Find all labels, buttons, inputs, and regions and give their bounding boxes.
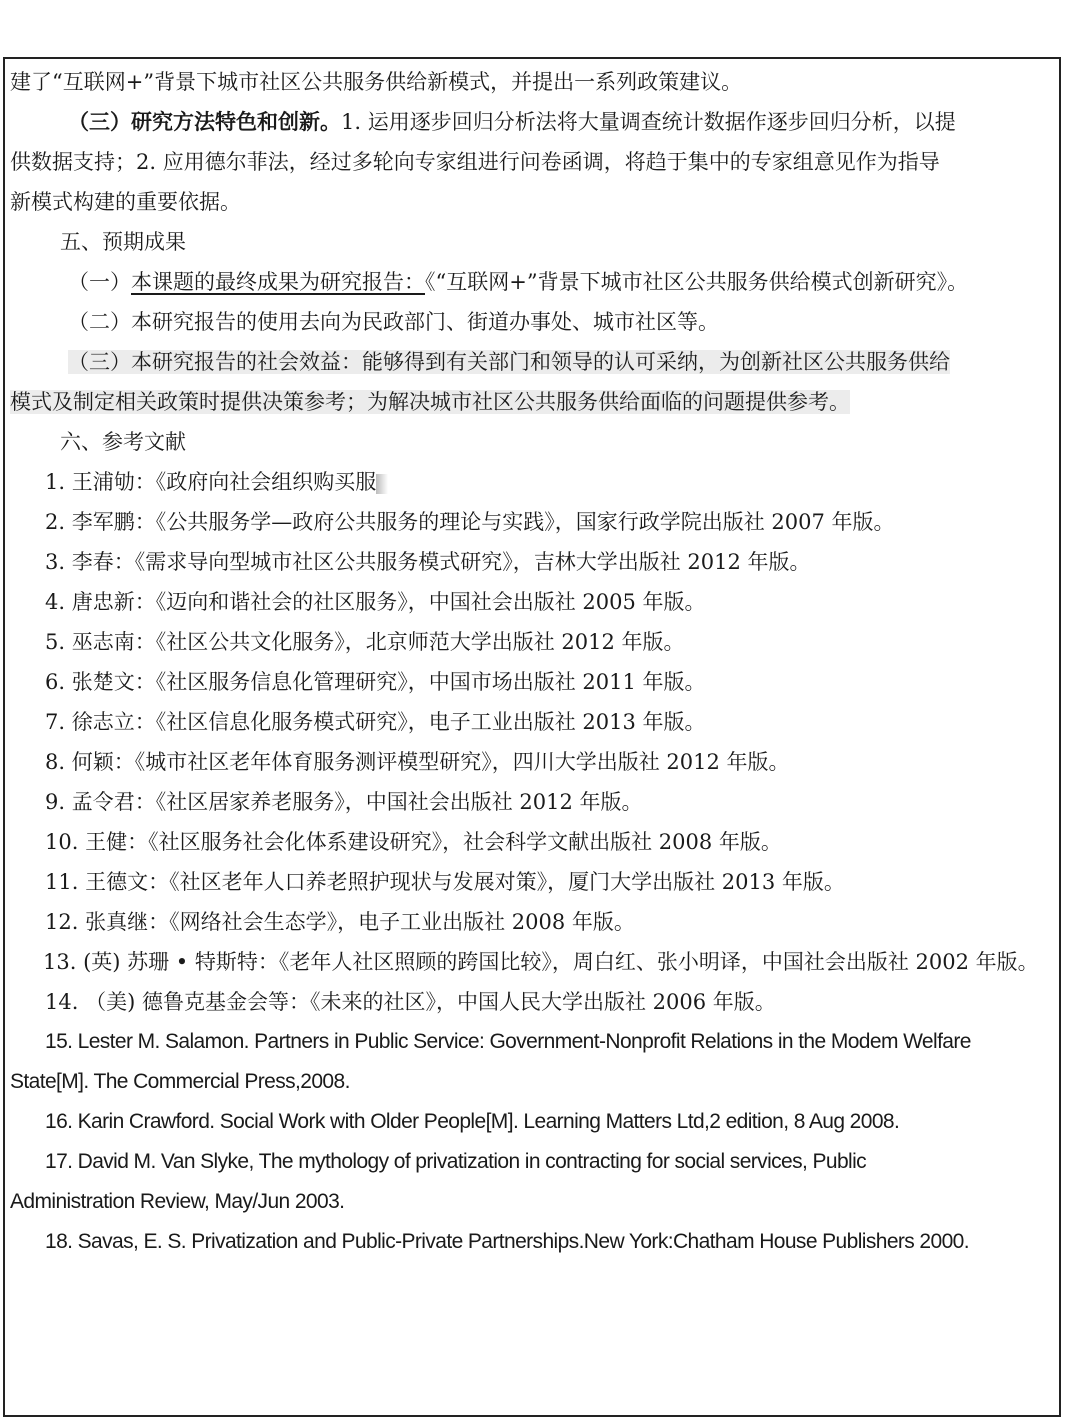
reference-item: 4. 唐忠新：《迈向和谐社会的社区服务》，中国社会出版社 2005 年版。 <box>45 590 706 614</box>
reference-item: 10. 王健：《社区服务社会化体系建设研究》，社会科学文献出版社 2008 年版。 <box>45 830 782 854</box>
reference-16: 16. Karin Crawford. Social Work with Older People[M]. Learning Matters Ltd,2 edition, 8 Aug 2008. <box>45 1110 900 1133</box>
reference-15-line2: State[M]. The Commercial Press,2008. <box>10 1070 350 1093</box>
outcome-item-3-line2 <box>10 382 1055 422</box>
reference-item <box>10 462 1055 502</box>
method-title: （三）研究方法特色和创新。 <box>68 109 341 134</box>
scan-fade-mark <box>376 474 388 494</box>
outcome-item-1 <box>10 262 1055 302</box>
outcome-item-2: （二）本研究报告的使用去向为民政部门、街道办事处、城市社区等。 <box>68 310 719 334</box>
method-paragraph-line3: 新模式构建的重要依据。 <box>10 190 241 214</box>
reference-18: 18. Savas, E. S. Privatization and Public-Private Partnerships.New York:Chatham House Publishers 2000. <box>45 1230 969 1253</box>
reference-item: 14. （美) 德鲁克基金会等：《未来的社区》，中国人民大学出版社 2006 年版。 <box>45 990 776 1014</box>
section6-heading: 六、参考文献 <box>60 430 186 454</box>
outcome-item-3-text1: （三）本研究报告的社会效益：能够得到有关部门和领导的认可采纳，为创新社区公共服务供给 <box>68 350 950 374</box>
paragraph-continuation: 建了“互联网+”背景下城市社区公共服务供给新模式，并提出一系列政策建议。 <box>10 70 743 94</box>
outcome-item-1-prefix: （一） <box>68 270 131 294</box>
reference-17-line1: 17. David M. Van Slyke, The mythology of privatization in contracting for social services, Public <box>45 1150 867 1173</box>
reference-item: 9. 孟令君：《社区居家养老服务》，中国社会出版社 2012 年版。 <box>45 790 643 814</box>
reference-item: 11. 王德文：《社区老年人口养老照护现状与发展对策》，厦门大学出版社 2013 年版。 <box>45 870 845 894</box>
reference-item: 2. 李军鹏：《公共服务学—政府公共服务的理论与实践》，国家行政学院出版社 2007 年版。 <box>45 510 895 534</box>
reference-item: 5. 巫志南：《社区公共文化服务》，北京师范大学出版社 2012 年版。 <box>45 630 685 654</box>
document-body <box>10 62 1055 1262</box>
method-paragraph-line2: 供数据支持；2. 应用德尔菲法，经过多轮向专家组进行问卷函调，将趋于集中的专家组意见作为指导 <box>10 150 940 174</box>
reference-15-line1: 15. Lester M. Salamon. Partners in Public Service: Government-Nonprofit Relations in the Modem Welfare <box>45 1030 971 1053</box>
reference-item: 6. 张楚文：《社区服务信息化管理研究》，中国市场出版社 2011 年版。 <box>45 670 706 694</box>
reference-17-line2: Administration Review, May/Jun 2003. <box>10 1190 345 1213</box>
method-paragraph-line1 <box>10 102 1055 142</box>
reference-item: 3. 李春：《需求导向型城市社区公共服务模式研究》，吉林大学出版社 2012 年版。 <box>45 550 811 574</box>
outcome-item-3-line1 <box>10 342 1055 382</box>
outcome-item-3-text2: 模式及制定相关政策时提供决策参考；为解决城市社区公共服务供给面临的问题提供参考。 <box>10 390 850 414</box>
section5-heading: 五、预期成果 <box>60 230 186 254</box>
reference-item: 12. 张真继：《网络社会生态学》，电子工业出版社 2008 年版。 <box>45 910 635 934</box>
reference-1-text: 1. 王浦劬：《政府向社会组织购买服 <box>45 470 377 494</box>
method-text-1: 1. 运用逐步回归分析法将大量调查统计数据作逐步回归分析，以提 <box>341 110 956 134</box>
reference-item: 13. (英) 苏珊 • 特斯特：《老年人社区照顾的跨国比较》，周白红、张小明译，中国社会出版社 2002 年版。 <box>43 950 1039 974</box>
outcome-item-1-underlined: 本课题的最终成果为研究报告： <box>131 270 425 294</box>
reference-item: 8. 何颖：《城市社区老年体育服务测评模型研究》，四川大学出版社 2012 年版。 <box>45 750 790 774</box>
outcome-item-1-rest: 《“互联网+”背景下城市社区公共服务供给模式创新研究》。 <box>425 270 969 294</box>
reference-item: 7. 徐志立：《社区信息化服务模式研究》，电子工业出版社 2013 年版。 <box>45 710 706 734</box>
